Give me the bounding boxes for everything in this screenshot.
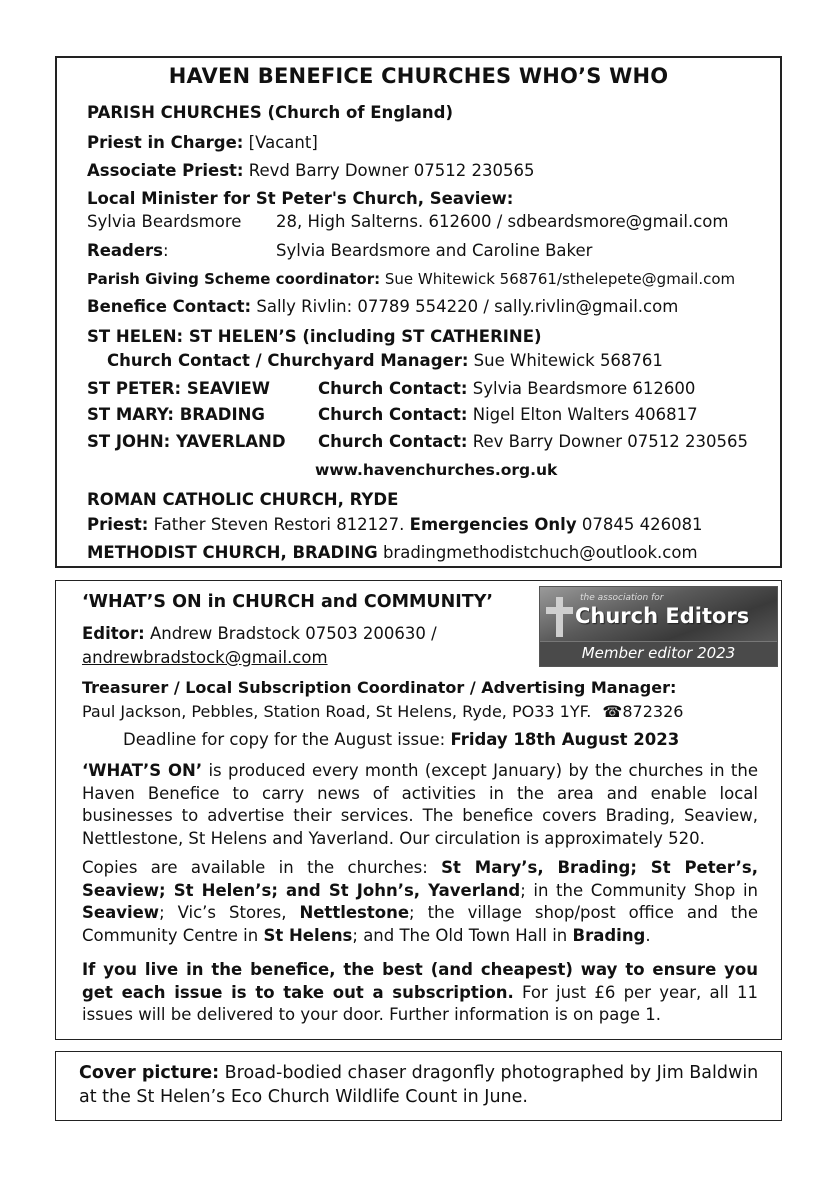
- phone-icon: ☎: [602, 702, 623, 721]
- deadline-text: Deadline for copy for the August issue:: [123, 730, 451, 749]
- giving-value: Sue Whitewick 568761/sthelepete@gmail.com: [380, 270, 736, 288]
- rc-priest-label: Priest:: [87, 515, 149, 534]
- readers-value: Sylvia Beardsmore and Caroline Baker: [276, 241, 593, 260]
- badge-association: the association for: [580, 593, 664, 603]
- rc-heading: ROMAN CATHOLIC CHURCH, RYDE: [87, 490, 399, 509]
- parish-heading: PARISH CHURCHES (Church of England): [87, 103, 453, 122]
- church-contact-john: [318, 431, 748, 453]
- church-name-peter: ST PETER: SEAVIEW: [87, 379, 271, 398]
- cross-icon: [544, 597, 574, 637]
- church-name-mary: ST MARY: BRADING: [87, 405, 265, 424]
- phone-number: 872326: [622, 702, 684, 721]
- copies-brading: Brading: [572, 925, 646, 945]
- editor-line: [82, 623, 437, 645]
- whats-on-title: ‘WHAT’S ON in CHURCH and COMMUNITY’: [82, 592, 494, 612]
- methodist-value: bradingmethodistchuch@outlook.com: [377, 543, 698, 562]
- methodist-line: [87, 542, 698, 564]
- associate-line: [87, 160, 535, 182]
- local-minister-label: Local Minister for St Peter's Church, Seaview:: [87, 189, 514, 208]
- benefice-value: Sally Rivlin: 07789 554220 / sally.rivlin@gmail.com: [251, 297, 679, 316]
- copies-st-helens: St Helens: [263, 925, 353, 945]
- subscription-text: For just £6 per year, all 11 issues will be delivered to your door. Further information is on page 1.: [82, 982, 758, 1025]
- giving-label: Parish Giving Scheme coordinator:: [87, 270, 381, 288]
- subscription-bold: If you live in the benefice, the best (and cheapest) way to ensure you get each issue is to take out a subscription.: [82, 960, 758, 1002]
- giving-line: [87, 268, 735, 290]
- rc-priest-line: [87, 514, 703, 536]
- church-name-john: ST JOHN: YAVERLAND: [87, 432, 286, 451]
- benefice-label: Benefice Contact:: [87, 297, 252, 316]
- treasurer-label: Treasurer / Local Subscription Coordinator / Advertising Manager:: [82, 678, 677, 697]
- church-contact-value: Nigel Elton Walters 406817: [467, 405, 698, 424]
- methodist-heading: METHODIST CHURCH, BRADING: [87, 543, 378, 562]
- copies-text-i: ; and The Old Town Hall in: [352, 925, 573, 945]
- st-helen-contact-line: [107, 350, 663, 372]
- copies-text-c: ; in the Community Shop in: [520, 880, 758, 900]
- rc-emergency-label: Emergencies Only: [409, 515, 577, 534]
- deadline-line: [123, 729, 679, 751]
- readers-label: Readers: [87, 241, 163, 260]
- copies-churches: St Mary’s, Brading; St Peter’s, Seaview; St Helen’s; and St John’s, Yaverland: [82, 858, 758, 900]
- editor-label: Editor:: [82, 624, 145, 643]
- priest-line: [87, 132, 318, 154]
- cover-box: [55, 1051, 782, 1121]
- church-contact-value: Sylvia Beardsmore 612600: [467, 379, 696, 398]
- whos-who-box: [55, 56, 782, 568]
- associate-value: Revd Barry Downer 07512 230565: [243, 161, 535, 180]
- about-text: is produced every month (except January) by the churches in the Haven Benefice to carry news of activities in the area and enable local businesses to advertise their services. The benefice covers Brading, Seaview, Nettlestone, St Helens and Yaverland. Our circulation is approximately 520.: [82, 761, 758, 848]
- rc-emergency-value: 07845 426081: [576, 515, 703, 534]
- associate-label: Associate Priest:: [87, 161, 244, 180]
- treasurer-line: [82, 701, 683, 723]
- cover-label: Cover picture:: [79, 1063, 220, 1083]
- cover-text: Broad-bodied chaser dragonfly photographed by Jim Baldwin at the St Helen’s Eco Church Wildlife Count in June.: [79, 1063, 759, 1107]
- cover-paragraph: [79, 1061, 759, 1109]
- badge-name: Church Editors: [575, 604, 750, 628]
- whos-who-title: HAVEN BENEFICE CHURCHES WHO’S WHO: [168, 64, 669, 88]
- copies-text-k: .: [645, 925, 651, 945]
- church-contact-label: Church Contact:: [318, 405, 468, 424]
- editor-email-link[interactable]: andrewbradstock@gmail.com: [82, 648, 328, 667]
- local-minister-details: 28, High Salterns. 612600 / sdbeardsmore@gmail.com: [276, 212, 729, 231]
- st-helen-contact-label: Church Contact / Churchyard Manager:: [107, 351, 469, 370]
- treasurer-value: Paul Jackson, Pebbles, Station Road, St Helens, Ryde, PO33 1YF.: [82, 702, 592, 721]
- copies-text-a: Copies are available in the churches:: [82, 858, 442, 877]
- benefice-line: [87, 296, 678, 318]
- church-contact-peter: [318, 378, 695, 400]
- church-contact-label: Church Contact:: [318, 379, 468, 398]
- badge-subtitle: Member editor 2023: [581, 644, 736, 662]
- website-link[interactable]: www.havenchurches.org.uk: [315, 461, 558, 479]
- priest-label: Priest in Charge:: [87, 133, 244, 152]
- subscription-paragraph: [82, 959, 758, 1027]
- church-editors-badge: [539, 586, 778, 667]
- editor-value: Andrew Bradstock 07503 200630 /: [144, 624, 437, 643]
- priest-value: [Vacant]: [243, 133, 318, 152]
- about-bold: ‘WHAT’S ON’: [82, 761, 203, 780]
- st-helen-heading: ST HELEN: ST HELEN’S (including ST CATHERINE): [87, 327, 542, 346]
- st-helen-contact-value: Sue Whitewick 568761: [468, 351, 663, 370]
- rc-priest-value: Father Steven Restori 812127.: [148, 515, 410, 534]
- copies-text-e: ; Vic’s Stores,: [159, 903, 300, 923]
- copies-text-g: ; the village shop/post office and the Community Centre in: [82, 903, 758, 945]
- copies-nettlestone: Nettlestone: [299, 903, 410, 923]
- readers-label-line: [87, 240, 169, 262]
- church-contact-mary: [318, 404, 698, 426]
- copies-seaview: Seaview: [82, 903, 160, 923]
- readers-colon: :: [163, 241, 169, 260]
- about-paragraph: [82, 760, 758, 850]
- local-minister-name: Sylvia Beardsmore: [87, 212, 242, 231]
- church-contact-value: Rev Barry Downer 07512 230565: [467, 432, 748, 451]
- deadline-date: Friday 18th August 2023: [450, 730, 680, 749]
- church-contact-label: Church Contact:: [318, 432, 468, 451]
- whats-on-box: [55, 580, 782, 1040]
- copies-paragraph: [82, 857, 758, 947]
